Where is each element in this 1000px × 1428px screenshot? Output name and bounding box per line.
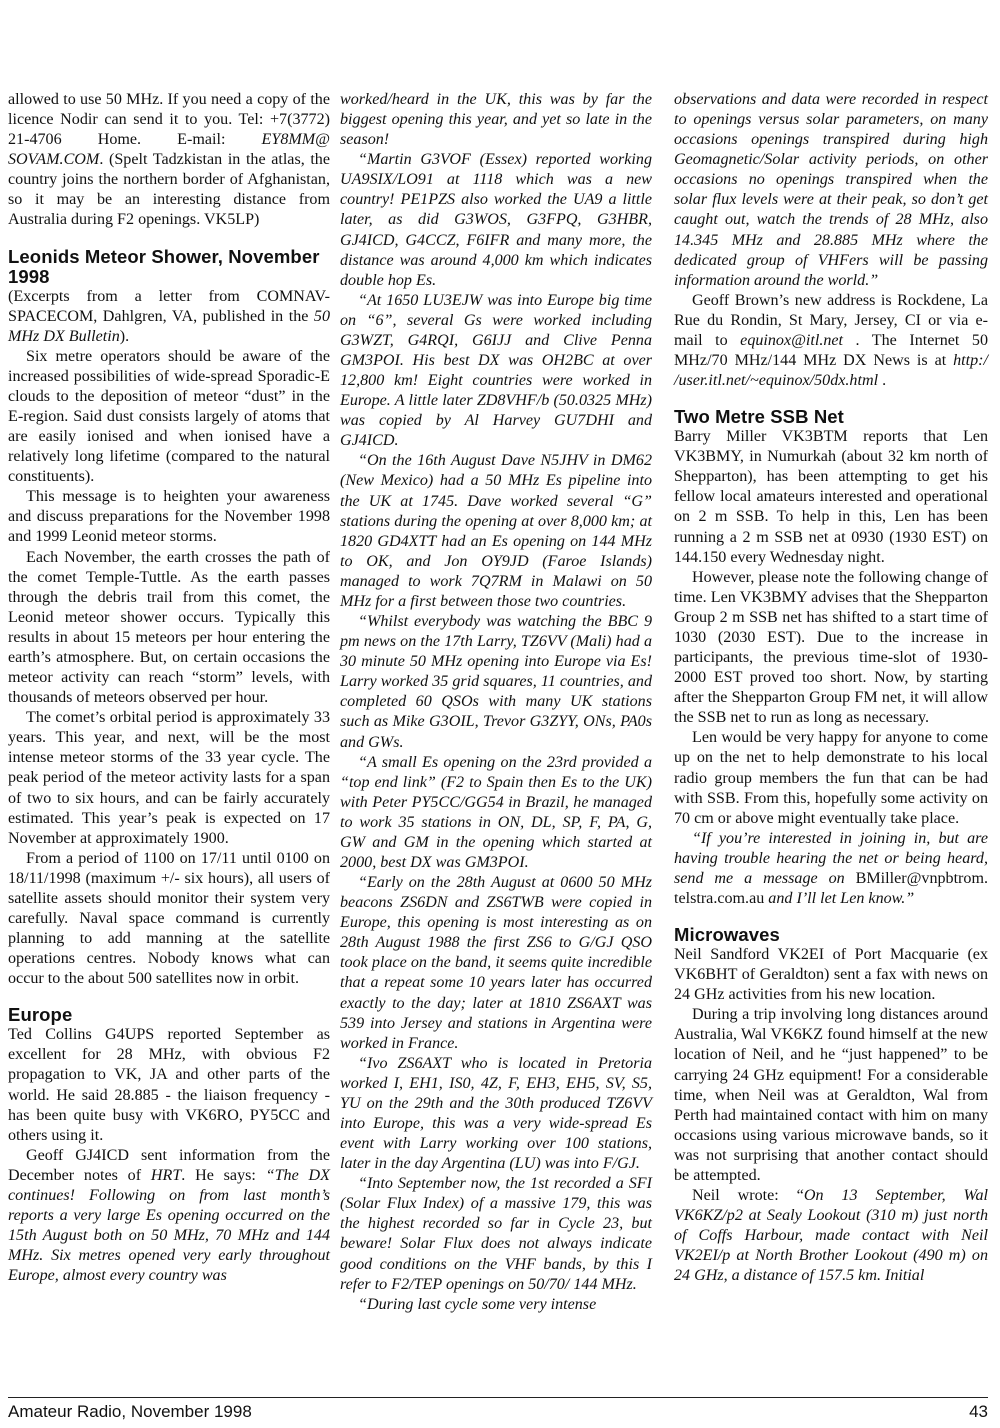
- page-footer: [8, 1397, 988, 1422]
- ssb-paragraph-2: However, please note the following change of time. Len VK3BMY advises that the Shepparton Group 2 m SSB net has shifted to a start time of 1030 (2030 EST). Due to the increase in participants, the previous time-slot of 1930-2000 EST proved too short. Now, by starting after the Shepparton Group FM net, it will allow the SSB net to run as long as necessary.: [674, 568, 988, 727]
- leonids-paragraph-5: From a period of 1100 on 17/11 until 0100 on 18/11/1998 (maximum +/- six hours), all users of satellite assets should monitor their system very carefully. Naval space command is currently planning to add manning at the satellite operations centres. Nobody knows what can occur to the about 500 satellites now in orbit.: [8, 849, 330, 988]
- column-2: [340, 90, 652, 1315]
- text-run: . He says:: [181, 1166, 266, 1184]
- hrt-quote-paragraph-4: “Whilst everybody was watching the BBC 9 pm news on the 17th Larry, TZ6VV (Mali) had a 30 minute 50 MHz opening into Europe via Es! Larry worked 35 grid squares, 11 countries, and completed 60 QSOs with many UK stations such as Mike G3OIL, Trevor G3ZYY, ONs, PA0s and GWs.: [340, 613, 652, 751]
- hrt-quote-conclusion: observations and data were recorded in respect to openings versus solar parameters, on many occasions openings transpired during high Geomagnetic/Solar activity periods, on other occasions no openings transpired when the solar flux levels were at their peak, so don’t get caught out, watch the trends of 28 MHz, also 14.345 MHz and 28.885 MHz where the dedicated group of VHFers will be passing information around the world.”: [674, 91, 988, 289]
- hrt-quote-paragraph-2: “At 1650 LU3EJW was into Europe big time on “6”, several Gs were worked including G3WZT, G4RQI, G6IJJ and Clive Penna GM3POI. His best DX was OH2BC at over 12,800 km! Eight countries were worked in Europe. A little later ZD8VHF/b (50.0325 MHz) was copied by Al Harvey GU7DHI and GJ4ICD.: [340, 291, 652, 450]
- italic-text-run: “The DX continues! Following on from last month’s reports a very large Es opening occurred on the 15th August both on 50 MHz, 70 MHz and 144 MHz. Six metres opened very early throughout Europe, almost every country was: [8, 1166, 330, 1285]
- italic-text-run: 50 MHz DX Bulletin: [8, 307, 330, 345]
- hrt-quote-paragraph-6: “Early on the 28th August at 0600 50 MHz beacons ZS6DN and ZS6TWB were copied in Europe, this opening is most interesting as on 28th August 1988 the first ZS6 to G/GJ QSO took place on the band, it seems quite incredible that a repeat some 10 years later has occurred exactly to the day; later at 1810 ZS6AXT was 539 into Jersey and stations in Argentina were worked in France.: [340, 874, 652, 1052]
- footer-publication: Amateur Radio, November 1998: [8, 1402, 252, 1421]
- ssb-paragraph-1: Barry Miller VK3BTM reports that Len VK3BMY, in Numurkah (about 32 km north of Shepparton), has been attempting to get his fellow local amateurs interested and operational on 2 m SSB. To help in this, Len has been running a 2 m SSB net at 0930 (1930 EST) on 144.150 every Wednesday night.: [674, 428, 988, 566]
- heading-microwaves: Microwaves: [674, 924, 780, 946]
- microwaves-paragraph-3: [674, 1186, 988, 1286]
- text-run: Neil wrote: “: [692, 1186, 804, 1204]
- leonids-paragraph-2: This message is to heighten your awareness and discuss preparations for the November 1998 and 1999 Leonid meteor storms.: [8, 488, 330, 546]
- microwaves-paragraph-1: Neil Sandford VK2EI of Port Macquarie (ex VK6BHT of Geraldton) sent a fax with news on 24 GHz activities from his new location.: [674, 946, 988, 1004]
- italic-text-run: HRT: [150, 1166, 182, 1184]
- leonids-paragraph-3: Each November, the earth crosses the path of the comet Temple-Tuttle. As the earth passes through the debris trail from this comet, the Leonid meteor shower occurs. Typically this results in about 15 meteors per hour entering the earth’s atmosphere. But, on certain occasions the meteor activity can reach “storm” levels, with thousands of meteors observed per hour.: [8, 548, 330, 707]
- leonids-paragraph-4: The comet’s orbital period is approximately 33 years. This year, and next, will be the most intense meteor storms of the 33 year cycle. The peak period of the meteor activity lasts for a span of two to six hours, and can be fairly accurately estimated. This year’s peak is expected on 17 November at approximately 1900.: [8, 709, 330, 847]
- text-run: (Excerpts from a letter from COMNAV-SPACECOM, Dahlgren, VA, published in the: [8, 287, 330, 325]
- column-3: [674, 90, 988, 1286]
- hrt-quote-paragraph-8: “Into September now, the 1st recorded a SFI (Solar Flux Index) of a massive 179, this was the highest recorded so far in Cycle 23, but beware! Solar Flux does not always indicate good conditions on the VHF bands, by this I refer to F2/TEP openings on 50/70/ 144 MHz.: [340, 1175, 652, 1293]
- italic-text-run: and I’ll let Len know.”: [764, 889, 915, 907]
- text-run: . The Internet 50 MHz/70 MHz/144 MHz DX News is at: [674, 331, 989, 370]
- column-1: [8, 90, 330, 1286]
- text-run: allowed to use 50 MHz. If you need a copy of the licence Nodir can send it to you. Tel: +7(3772) 21-4706 Home. E-mail:: [8, 91, 330, 149]
- italic-text-run: “If you’re interested in joining in, but are having trouble hearing the net or being heard, send me a message on: [674, 829, 988, 887]
- hrt-quote-paragraph-5: “A small Es opening on the 23rd provided a “top end link” (F2 to Spain then Es to the UK) with Peter PY5CC/GG54 in Brazil, he managed to work 35 stations in ON, DL, SP, F, PA, G, GW and GM in the opening which started at 2000, best DX was GM3POI.: [340, 753, 652, 871]
- heading-europe: Europe: [8, 1004, 73, 1026]
- leonids-source-note: [8, 287, 330, 347]
- hrt-quote-paragraph-1: “Martin G3VOF (Essex) reported working UA9SIX/LO91 at 1118 which was a new country! PE1PZS also worked the UA9 a little later, as did G3WOS, G3FPQ, G3HBR, GJ4ICD, G4CCZ, F6IFR and many more, the distance was around 4,000 km which indicates double hop Es.: [340, 151, 652, 289]
- hrt-quote-paragraph-3: “On the 16th August Dave N5JHV in DM62 (New Mexico) had a 50 MHz Es pipeline into the UK at 1745. Dave worked several “G” stations during the opening at over 8,000 km; at 1820 GD4XTT had an Es opening on 144 MHz to OK, and Jon OY9JD (Faroe Islands) managed to work 7Q7RM in Malawi on 50 MHz for a first between those two countries.: [340, 452, 652, 610]
- italic-text-run: On 13 September, Wal VK6KZ/p2 at Sealy Lookout (310 m) just north of Coffs Harbour, made contact with Neil VK2EI/p at North Brother Lookout (490 m) on 24 GHz, a distance of 157.5 km. Initial: [674, 1186, 988, 1285]
- ssb-paragraph-4: [674, 829, 988, 909]
- italic-text-run: EY8MM@ SOVAM.COM: [8, 131, 330, 169]
- ssb-paragraph-3: Len would be very happy for anyone to come up on the net to help demonstrate to his local radio group members the fun that can be had with SSB. From this, hopefully some activity on 70 cm or above might eventually take place.: [674, 729, 988, 827]
- text-run: Geoff GJ4ICD sent information from the December notes of: [8, 1146, 330, 1184]
- europe-paragraph-1: Ted Collins G4UPS reported September as excellent for 28 MHz, with obvious F2 propagation to VK, JA and other parts of the world. He said 28.885 - the liaison frequency - has been quite busy with VK6RO, PY5CC and others using it.: [8, 1026, 330, 1144]
- text-run: . (Spelt Tadzkistan in the atlas, the country joins the northern border of Afghanistan, so it may be an interesting distance from Australia during F2 openings. VK5LP): [8, 151, 330, 229]
- italic-text-run: http:/ /user.itl.net/~equinox/50dx.html: [674, 352, 988, 390]
- leonids-paragraph-1: Six metre operators should be aware of the increased possibilities of wide-spread Sporadic-E clouds to the deposition of meteor “dust” in the E-region. Said dust consists largely of atoms that are easily ionised and when ionised have a relatively long lifetime (compared to the natural constituents).: [8, 347, 330, 486]
- heading-leonids: Leonids Meteor Shower, November 1998: [8, 245, 320, 287]
- europe-paragraph-2: [8, 1146, 330, 1287]
- heading-two-metre-ssb-net: Two Metre SSB Net: [674, 406, 844, 428]
- text-run: .: [878, 372, 887, 390]
- hrt-quote-paragraph-0: worked/heard in the UK, this was by far the biggest opening this year, and yet so late in the season!: [340, 91, 652, 149]
- hrt-quote-paragraph-9: “During last cycle some very intense: [358, 1295, 597, 1313]
- text-run: BMiller@vnpbtrom. telstra.com.au: [674, 869, 988, 907]
- text-run: ).: [119, 327, 130, 345]
- text-run: Geoff Brown’s new address is Rockdene, La Rue du Rondin, St Mary, Jersey, CI or via e-mail to: [674, 291, 988, 349]
- page-number: 43: [969, 1402, 988, 1421]
- hrt-quote-paragraph-7: “Ivo ZS6AXT who is located in Pretoria worked I, EH1, IS0, 4Z, F, EH3, EH5, SV, S5, YU on the 29th and the 30th produced TZ6VV into Europe, this was a very wide-spread Es event with Larry working over 100 stations, later in the day Argentina (LU) was into F/GJ.: [340, 1054, 652, 1173]
- intro-paragraph: [8, 90, 330, 231]
- italic-text-run: equinox@itl.net: [740, 331, 844, 349]
- geoff-address-paragraph: [674, 291, 988, 391]
- microwaves-paragraph-2: During a trip involving long distances around Australia, Wal VK6KZ found himself at the new location of Neil, and he “just happened” to be carrying 24 GHz equipment! For a considerable time, when Neil was at Geraldton, Wal from Perth had maintained contact with him on many occasions using various microwave bands, so it was not surprising that another contact should be attempted.: [674, 1006, 988, 1184]
